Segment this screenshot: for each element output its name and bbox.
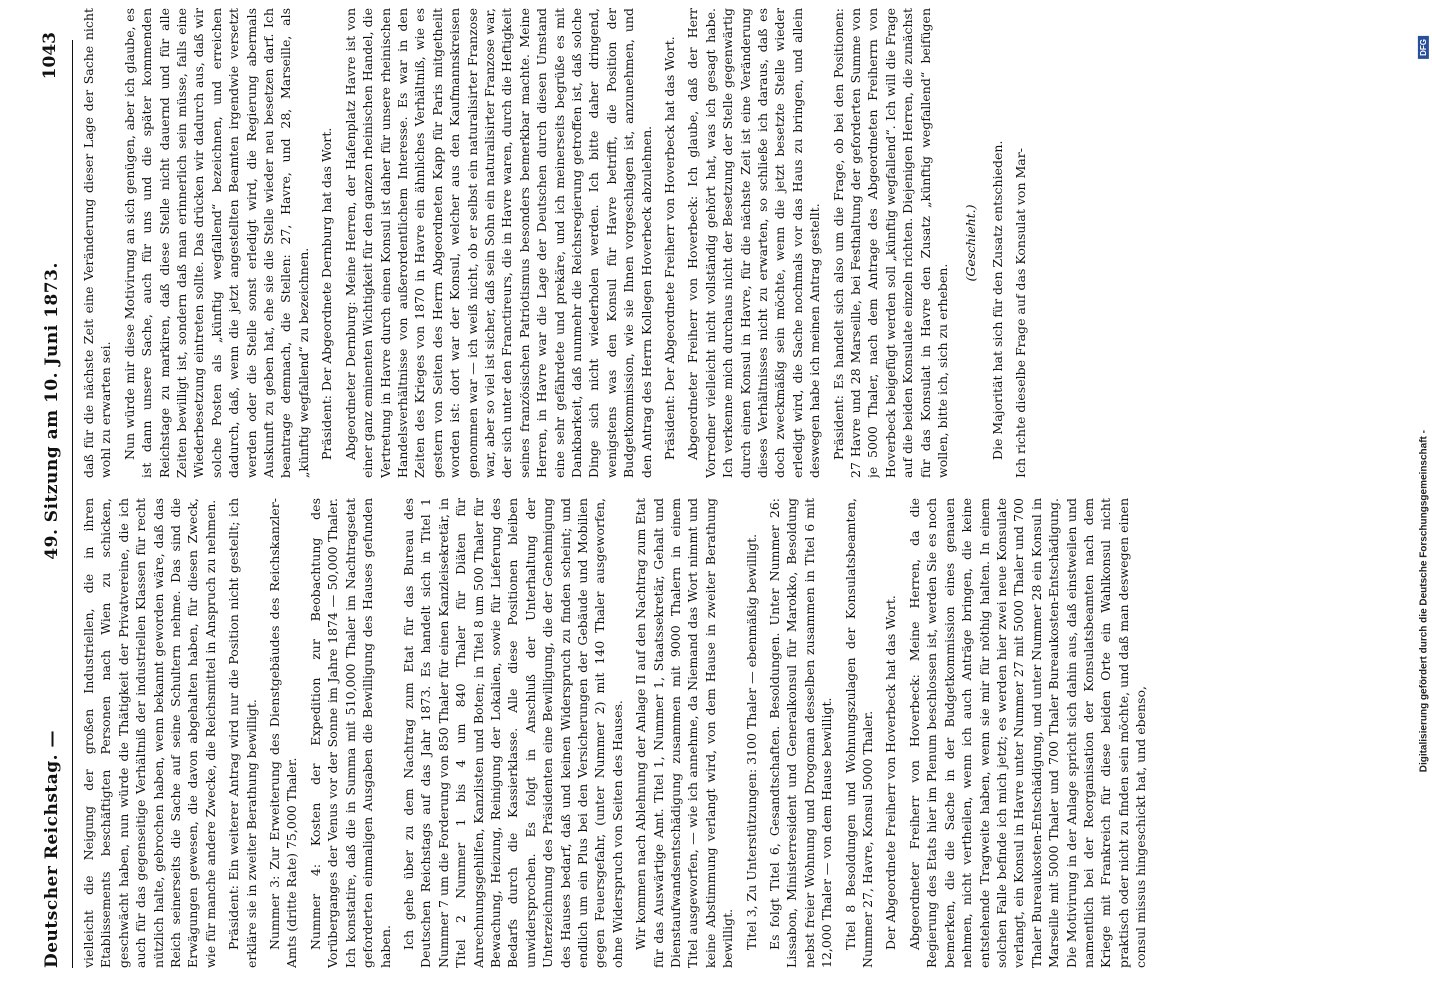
- page-number: 1043: [40, 32, 60, 80]
- paragraph: Nummer 4: Kosten der Expedition zur Beobachtung des Vorüberganges der Venus vor der Sonne im Jahre 1874 — 50,000 Thaler. Ich konstatire, daß die in Summa mit 510,000 Thaler im Nachtragsetat geforderten einmaligen Ausgaben die Bewilligung des Hauses gefunden haben.: [307, 498, 393, 968]
- left-column: [80, 498, 1390, 968]
- paragraph: Abgeordneter Freiherr von Hoverbeck: Meine Herren, da die Regierung des Etats hier im Plenum beschlossen ist, werden Sie es noch bemerken, die die Sache in der Budgetkommission eines genauen nehmen, nicht vertheilen, wenn ich auch Anträge bringen, die keine entstehende Tragweite haben, wenn sie mir für nöthig halten. In einem solchen Falle befinde ich mich jetzt; es werden hier zwei neue Konsulate verlangt, ein Konsul in Havre unter Nummer 27 mit 5000 Thaler und 700 Thaler Bureaukosten-Entschädigung, und unter Nummer 28 ein Konsul in Marseille mit 5000 Thaler und 700 Thaler Bureaukosten-Entschädigung. Die Motivirung in der Anlage spricht sich dahin aus, daß einstweilen und namentlich bei der Reorganisation der Konsulatsbeamten nach dem Kriege mit Frankreich für diese beiden Orte ein Wahlkonsul nicht praktisch oder nicht zu finden sein möchte, und daß man deswegen einen consul missus hingeschickt hat, und ebenso,: [906, 498, 1149, 968]
- paragraph: vielleicht die Neigung der großen Industriellen, die in ihren Etablissements beschäftigten Personen nach Wien zu schicken, geschwächt haben, nun würde die Thätigkeit der Privatvereine, die ich auch für das gegenseitige Verhältniß der industriellen Klassen für recht nützlich halte, gebrochen haben, wenn bekannt geworden wäre, daß das Reich seinerseits die Sache auf seine Schultern nehme. Das sind die Erwägungen gewesen, die davon abgehalten haben, für diesen Zweck, wie für manche andere Zwecke, die Reichsmittel in Anspruch zu nehmen.: [81, 498, 218, 968]
- paragraph: Abgeordneter Freiherr von Hoverbeck: Ich glaube, daß der Herr Vorredner vielleicht nicht vollständig gehört hat, was ich gesagt habe. Ich verkenne mich durchaus nicht der Besetzung der Stelle gegenwärtig durch einen Konsul in Havre, für die nächste Zeit ist eine Veränderung dieses Verhältnisses nicht zu erwarten, so schließe ich daraus, daß es doch zweckmäßig sein möchte, wenn die jetzt besetzte Stelle wieder erledigt wird, die Sache nochmals vor das Haus zu bringen, und allein deswegen habe ich meinen Antrag gestellt.: [685, 8, 823, 478]
- stage-direction: (Geschieht.): [962, 204, 978, 282]
- paragraph: Titel 8 Besoldungen und Wohnungszulagen der Konsulatsbeamten, Nummer 27, Havre, Konsul 5000 Thaler.: [842, 498, 876, 968]
- paragraph: Die Majorität hat sich für den Zusatz entschieden.: [989, 140, 1005, 460]
- paragraph: Ich gehe über zu dem Nachtrag zum Etat für das Bureau des Deutschen Reichstags auf das Jahr 1873. Es handelt sich in Titel 1 Nummer 7 um die Forderung von 850 Thaler für einen Kanzleisekretär, in Titel 2 Nummer 1 bis 4 um 840 Thaler für Diäten für Anrechnungsgehilfen, Kanzlisten und Boten; in Titel 8 um 500 Thaler für Bewachung, Heizung, Reinigung der Lokalien, sowie für Lieferung des Bedarfs durch die Kassierklasse. Alle diese Positionen bleiben unwidersprochen. Es folgt in Anschluß der Unterhaltung der Unterzeichnung des Präsidenten eine Bewilligung, die der Genehmigung des Hauses bedarf, daß und keinen Widerspruch zu finden scheint; und endlich um ein Plus bei den Versicherungen der Gebäude und Mobilien gegen Feuersgefahr, (unter Nummer 2) mit 140 Thaler ausgeworfen, ohne Widerspruch von Seiten des Hauses.: [400, 498, 625, 968]
- right-column: [80, 8, 1390, 478]
- running-header: [36, 32, 73, 968]
- paragraph: Titel 3, Zu Unterstützungen: 3100 Thaler — ebenmäßig bewilligt.: [743, 533, 759, 950]
- paragraph: Nun würde mir diese Motivirung an sich genügen, aber ich glaube, es ist dann unsere Sache, auch für uns und die später kommenden Reichstage zu markiren, daß diese Stelle nicht dauernd und für alle Zeiten bewilligt ist, sondern daß man erinnerlich sein müsse, falls eine Wiederbesetzung eintreten sollte. Das drücken wir dadurch aus, daß wir solche Posten als „künftig wegfallend“ bezeichnen, und erreichen dadurch, daß, wenn die jetzt angestellten Beamten irgendwie versetzt werden oder die Stelle sonst erledigt wird, die Regierung abermals Auskunft zu geben hat, ehe sie die Stelle wieder neu besetzen darf. Ich beantrage demnach, die Stellen: 27, Havre, und 28, Marseille, als „künftig wegfallend“ zu bezeichnen.: [121, 8, 311, 478]
- paragraph: Abgeordneter Dernburg: Meine Herren, der Hafenplatz Havre ist von einer ganz eminenten Wichtigkeit für den ganzen rheinischen Handel, die Vertretung in Havre durch einen Konsul ist daher für unsere rheinischen Handelsverhältnisse von außerordentlichem Interesse. Es war in den Zeiten des Krieges von 1870 in Havre ein ähnliches Verhältniß, wie es gestern von Seiten des Herrn Abgeordneten Kapp für Paris mitgetheilt worden ist: dort war der Konsul, welcher aus den Kaufmannskreisen genommen war — ich weiß nicht, ob er selbst ein naturalisirter Franzose war, aber so viel ist sicher, daß sein Sohn ein naturalisirter Franzose war, der sich unter den Franctireurs, die in Havre waren, durch die Heftigkeit seines französischen Patriotismus besonders bemerkbar machte. Meine Herren, in Havre war die Lage der Deutschen durch diesen Umstand eine sehr gefährdete und prekäre, und ich meinerseits begrüße es mit Dankbarkeit, daß nunmehr die Reichsregierung getroffen ist, daß solche Dinge sich nicht wiederholen werden. Ich bitte daher dringend, wenigstens was den Konsul für Havre betrifft, die Position der Budgetkommission, wie sie Ihnen vorgeschlagen ist, anzunehmen, und den Antrag des Herrn Kollegen Hoverbeck abzulehnen.: [342, 8, 654, 478]
- paragraph: Wir kommen nach Ablehnung der Anlage II auf den Nachtrag zum Etat für das Auswärtige Amt. Titel 1, Nummer 1, Staatssekretär, Gehalt und Dienstaufwandsentschädigung zusammen mit 9000 Thalern in einem Titel ausgeworfen, — wie ich annehme, da Niemand das Wort nimmt und keine Abstimmung verlangt wird, von dem Hause in zweiter Berathung bewilligt.: [633, 498, 736, 968]
- paragraph: Es folgt Titel 6, Gesandtschaften. Besoldungen. Unter Nummer 26: Lissabon, Ministerresident und Generalkonsul für Marokko, Besoldung nebst freier Wohnung und Drogoman desselben zusammen in Titel 6 mit 12,000 Thaler — von dem Hause bewilligt.: [767, 498, 835, 968]
- paragraph: Präsident: Der Abgeordnete Freiherr von Hoverbeck hat das Wort.: [662, 36, 677, 460]
- paragraph: Nummer 3: Zur Erweiterung des Dienstgebäudes des Reichskanzler-Amts (dritte Rate) 75,000 Thaler.: [267, 498, 300, 968]
- paragraph: Der Abgeordnete Freiherr von Hoverbeck hat das Wort.: [883, 595, 899, 950]
- paragraph: Ich richte dieselbe Frage auf das Konsulat von Mar-: [1013, 148, 1029, 478]
- dfg-logo: DFG: [1418, 36, 1429, 59]
- paragraph: Präsident: Ein weiterer Antrag wird nur die Position nicht gestellt; ich erkläre sie in zweiter Berathung bewilligt.: [226, 498, 259, 968]
- digitization-note: Digitalisierung gefördert durch die Deutsche Forschungsgemeinschaft -: [1418, 430, 1429, 773]
- header-title: Deutscher Reichstag. —: [42, 729, 62, 968]
- header-session: 49. Sitzung am 10. Juni 1873.: [42, 262, 62, 560]
- paragraph: daß für die nächste Zeit eine Veränderung dieser Lage der Sache nicht wohl zu erwarten sei.: [81, 8, 114, 478]
- paragraph: Präsident: Es handelt sich also um die Frage, ob bei den Positionen: 27 Havre und 28 Marseille, bei Festhaltung der geforderten Summe von je 5000 Thaler, nach dem Antrage des Abgeordneten Freiherrn von Hoverbeck beigefügt werden soll „künftig wegfallend“. Ich will die Frage auf die beiden Konsulate einzeln richten. Diejenigen Herren, die zunächst für das Konsulat in Havre den Zusatz „künftig wegfallend“ beifügen wollen, bitte ich, sich zu erheben.: [830, 8, 951, 478]
- paragraph: Präsident: Der Abgeordnete Dernburg hat das Wort.: [319, 127, 335, 460]
